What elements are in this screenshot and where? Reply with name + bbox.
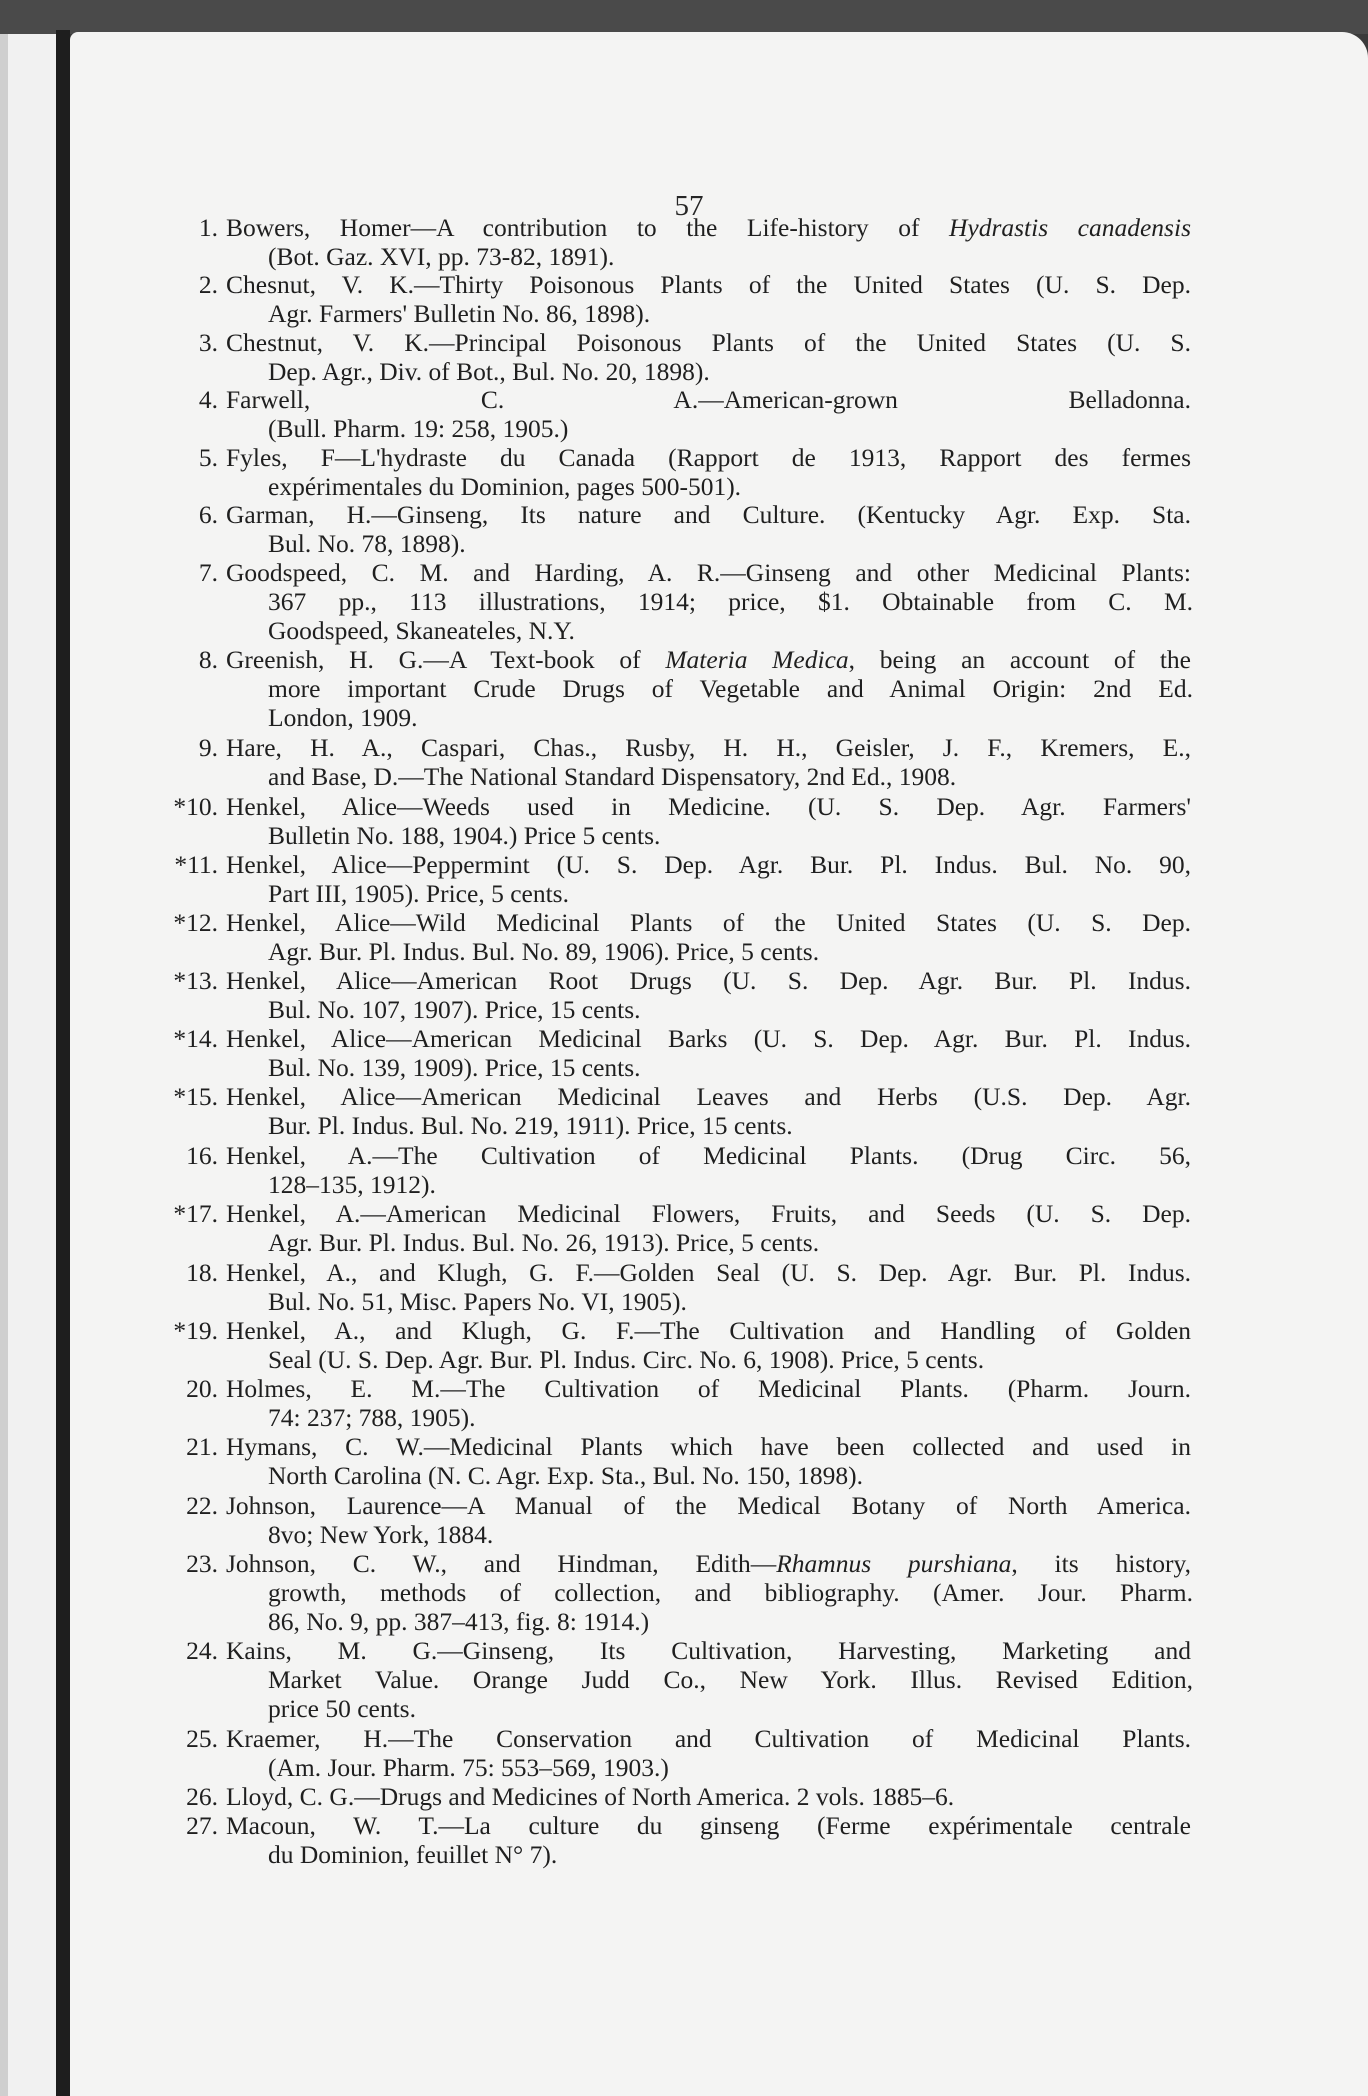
reference-text-line: Fyles, F—L'hydraste du Canada (Rapport de 1913, Rapport des fermes [226, 443, 1191, 472]
reference-text-line: Holmes, E. M.—The Cultivation of Medicinal Plants. (Pharm. Journ. [226, 1374, 1191, 1403]
reference-text-line: Henkel, A.—The Cultivation of Medicinal Plants. (Drug Circ. 56, [226, 1141, 1191, 1170]
reference-text-line: 86, No. 9, pp. 387–413, fig. 8: 1914.) [268, 1607, 650, 1636]
book-spine [56, 30, 70, 2096]
reference-number: 25. [186, 1724, 218, 1753]
reference-text-line: Market Value. Orange Judd Co., New York. Illus. Revised Edition, [268, 1665, 1193, 1694]
reference-text-line: London, 1909. [268, 703, 418, 732]
scan-top-border [0, 0, 1368, 34]
reference-text-line: North Carolina (N. C. Agr. Exp. Sta., Bul. No. 150, 1898). [268, 1461, 863, 1490]
italic-title: Hydrastis canadensis [948, 213, 1191, 242]
reference-number: *11. [174, 850, 218, 879]
reference-number: 22. [186, 1491, 218, 1520]
reference-text-line: Agr. Farmers' Bulletin No. 86, 1898). [268, 299, 651, 328]
reference-text-line: 367 pp., 113 illustrations, 1914; price, $1. Obtainable from C. M. [268, 587, 1193, 616]
reference-text-line: Henkel, A., and Klugh, G. F.—The Cultivation and Handling of Golden [226, 1316, 1191, 1345]
reference-number: *10. [173, 792, 218, 821]
reference-text-line: Garman, H.—Ginseng, Its nature and Culture. (Kentucky Agr. Exp. Sta. [226, 500, 1191, 529]
reference-text-line: Henkel, A., and Klugh, G. F.—Golden Seal (U. S. Dep. Agr. Bur. Pl. Indus. [226, 1258, 1191, 1287]
reference-number: *17. [173, 1199, 218, 1228]
reference-text-line: 128–135, 1912). [268, 1170, 436, 1199]
reference-number: 26. [186, 1782, 218, 1811]
reference-number: *15. [173, 1082, 218, 1111]
reference-text-line: Hymans, C. W.—Medicinal Plants which have been collected and used in [226, 1432, 1191, 1461]
reference-text-line: Goodspeed, Skaneateles, N.Y. [268, 616, 575, 645]
italic-title: Materia Medica [665, 645, 849, 674]
reference-text-line: Chesnut, V. K.—Thirty Poisonous Plants of the United States (U. S. Dep. [226, 270, 1191, 299]
reference-text-line: Bulletin No. 188, 1904.) Price 5 cents. [268, 821, 661, 850]
reference-text-line: Part III, 1905). Price, 5 cents. [268, 879, 569, 908]
reference-number: 21. [186, 1432, 218, 1461]
reference-number: *19. [173, 1316, 218, 1345]
reference-text-line: Bur. Pl. Indus. Bul. No. 219, 1911). Price, 15 cents. [268, 1111, 793, 1140]
reference-text-line: Henkel, Alice—American Medicinal Barks (U. S. Dep. Agr. Bur. Pl. Indus. [226, 1024, 1191, 1053]
reference-text-line: Henkel, Alice—American Root Drugs (U. S. Dep. Agr. Bur. Pl. Indus. [226, 966, 1191, 995]
reference-text-line: Hare, H. A., Caspari, Chas., Rusby, H. H., Geisler, J. F., Kremers, E., [226, 733, 1191, 762]
reference-text-line: Bul. No. 139, 1909). Price, 15 cents. [268, 1053, 641, 1082]
reference-number: 4. [198, 385, 218, 414]
reference-text-line: Henkel, Alice—Peppermint (U. S. Dep. Agr. Bur. Pl. Indus. Bul. No. 90, [226, 850, 1191, 879]
reference-text-line: du Dominion, feuillet N° 7). [268, 1840, 558, 1869]
reference-text-line: more important Crude Drugs of Vegetable and Animal Origin: 2nd Ed. [268, 674, 1193, 703]
reference-text-line: (Am. Jour. Pharm. 75: 553–569, 1903.) [268, 1753, 669, 1782]
reference-text-line: Agr. Bur. Pl. Indus. Bul. No. 89, 1906). Price, 5 cents. [268, 937, 820, 966]
reference-number: 8. [198, 645, 218, 674]
reference-text-line: Kains, M. G.—Ginseng, Its Cultivation, Harvesting, Marketing and [226, 1636, 1191, 1665]
reference-text-line: and Base, D.—The National Standard Dispensatory, 2nd Ed., 1908. [268, 762, 957, 791]
reference-number: 9. [198, 733, 218, 762]
reference-text-line: Henkel, Alice—Weeds used in Medicine. (U. S. Dep. Agr. Farmers' [226, 792, 1191, 821]
scan-shadow [0, 0, 8, 2096]
reference-text-line: growth, methods of collection, and bibliography. (Amer. Jour. Pharm. [268, 1578, 1193, 1607]
reference-number: 7. [198, 558, 218, 587]
reference-text-line: Bowers, Homer—A contribution to the Life-history of Hydrastis canadensis [226, 213, 1191, 242]
reference-number: 16. [186, 1141, 218, 1170]
reference-text-line: Johnson, Laurence—A Manual of the Medical Botany of North America. [226, 1491, 1191, 1520]
reference-number: 1. [198, 213, 218, 242]
reference-text-line: Seal (U. S. Dep. Agr. Bur. Pl. Indus. Circ. No. 6, 1908). Price, 5 cents. [268, 1345, 985, 1374]
reference-number: 3. [198, 328, 218, 357]
reference-text-line: Dep. Agr., Div. of Bot., Bul. No. 20, 1898). [268, 357, 710, 386]
reference-number: 6. [198, 500, 218, 529]
reference-text-line: Henkel, Alice—Wild Medicinal Plants of the United States (U. S. Dep. [226, 908, 1191, 937]
reference-text-line: Lloyd, C. G.—Drugs and Medicines of North America. 2 vols. 1885–6. [226, 1782, 955, 1811]
reference-text-line: Greenish, H. G.—A Text-book of Materia Medica, being an account of the [226, 645, 1192, 674]
reference-number: 23. [186, 1549, 218, 1578]
reference-text-line: Johnson, C. W., and Hindman, Edith—Rhamnus purshiana, its history, [226, 1549, 1191, 1578]
reference-number: 20. [186, 1374, 218, 1403]
reference-text-line: Bul. No. 51, Misc. Papers No. VI, 1905). [268, 1287, 687, 1316]
reference-number: *12. [173, 908, 218, 937]
reference-number: 27. [186, 1811, 218, 1840]
reference-text-line: Henkel, A.—American Medicinal Flowers, Fruits, and Seeds (U. S. Dep. [226, 1199, 1191, 1228]
reference-text-line: Farwell, C. A.—American-grown Belladonna. [226, 385, 1191, 414]
reference-text-line: Chestnut, V. K.—Principal Poisonous Plants of the United States (U. S. [226, 328, 1191, 357]
reference-number: 24. [186, 1636, 218, 1665]
reference-text-line: Kraemer, H.—The Conservation and Cultivation of Medicinal Plants. [226, 1724, 1191, 1753]
reference-text-line: Henkel, Alice—American Medicinal Leaves and Herbs (U.S. Dep. Agr. [226, 1082, 1191, 1111]
reference-text-line: Macoun, W. T.—La culture du ginseng (Ferme expérimentale centrale [226, 1811, 1191, 1840]
italic-title: Rhamnus purshiana [776, 1549, 1012, 1578]
reference-number: 5. [198, 443, 218, 472]
reference-number: *13. [173, 966, 218, 995]
reference-number: *14. [173, 1024, 218, 1053]
reference-text-line: (Bot. Gaz. XVI, pp. 73-82, 1891). [268, 242, 615, 271]
reference-number: 2. [198, 270, 218, 299]
reference-text-line: Goodspeed, C. M. and Harding, A. R.—Ginseng and other Medicinal Plants: [226, 558, 1191, 587]
reference-text-line: price 50 cents. [268, 1694, 416, 1723]
reference-text-line: (Bull. Pharm. 19: 258, 1905.) [268, 414, 569, 443]
reference-number: 18. [186, 1258, 218, 1287]
reference-text-line: expérimentales du Dominion, pages 500-501). [268, 472, 742, 501]
reference-text-line: 74: 237; 788, 1905). [268, 1403, 476, 1432]
reference-text-line: Agr. Bur. Pl. Indus. Bul. No. 26, 1913). Price, 5 cents. [268, 1228, 820, 1257]
reference-text-line: Bul. No. 78, 1898). [268, 529, 466, 558]
reference-text-line: 8vo; New York, 1884. [268, 1520, 494, 1549]
reference-text-line: Bul. No. 107, 1907). Price, 15 cents. [268, 995, 641, 1024]
page-number: 57 [674, 190, 704, 222]
